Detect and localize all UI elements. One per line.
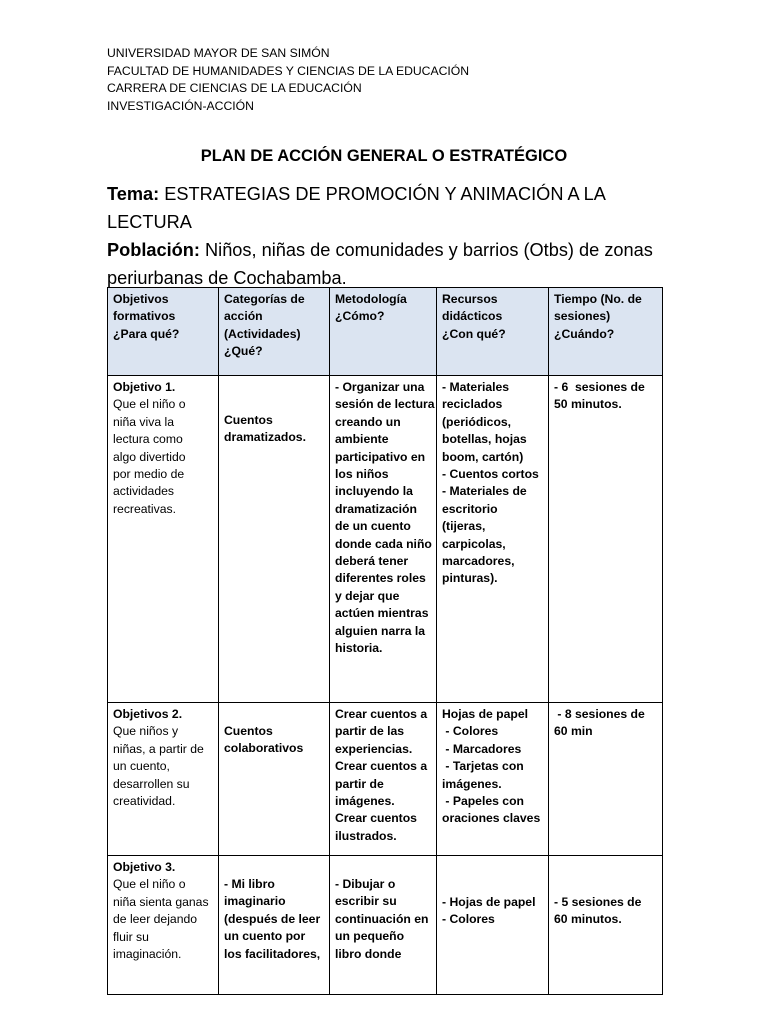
- methodology-cell: [330, 703, 437, 856]
- poblacion-value: Niños, niñas de comunidades y barrios (Otbs) de zonas periurbanas de Cochabamba.: [107, 240, 653, 288]
- time-cell: [549, 376, 663, 703]
- poblacion-line: [107, 236, 667, 292]
- header-methodology: [330, 288, 437, 376]
- methodology-text: - Dibujar o escribir su continuación en un pequeño libro donde: [335, 877, 429, 961]
- objective-title: Objetivo 1.: [113, 380, 176, 394]
- tema-label: Tema:: [107, 184, 160, 204]
- header-line-faculty: FACULTAD DE HUMANIDADES Y CIENCIAS DE LA EDUCACIÓN: [107, 63, 470, 78]
- objective-cell: [108, 376, 219, 703]
- header-time: [549, 288, 663, 376]
- page-title: PLAN DE ACCIÓN GENERAL O ESTRATÉGICO: [200, 147, 568, 165]
- header-resources: [437, 288, 549, 376]
- intro-block: [107, 180, 667, 292]
- header-methodology-text: Metodología ¿Cómo?: [335, 292, 407, 324]
- time-text: - 8 sesiones de 60 min: [554, 707, 645, 739]
- methodology-text: - Organizar una sesión de lectura creando un ambiente participativo en los niños incluyendo la dramatización de un cuento donde cada niño deberá tener diferentes roles y dejar que actúen mientras alguien narra la historia.: [335, 380, 435, 656]
- header-line-university: UNIVERSIDAD MAYOR DE SAN SIMÓN: [107, 46, 330, 60]
- action-plan-table: [107, 287, 663, 995]
- methodology-cell: [330, 856, 437, 995]
- table-row: [108, 376, 663, 703]
- resources-cell: [437, 856, 549, 995]
- header-resources-text: Recursos didácticos ¿Con qué?: [442, 292, 506, 341]
- time-text: - 6 sesiones de 50 minutos.: [554, 380, 645, 412]
- resources-text: Hojas de papel - Colores - Marcadores - Tarjetas con imágenes. - Papeles con oraciones claves: [442, 707, 541, 826]
- table-header-row: [108, 288, 663, 376]
- objective-cell: [108, 703, 219, 856]
- time-cell: [549, 703, 663, 856]
- resources-cell: [437, 376, 549, 703]
- tema-value: ESTRATEGIAS DE PROMOCIÓN Y ANIMACIÓN A LA LECTURA: [107, 184, 605, 232]
- category-text: - Mi libro imaginario (después de leer un cuento por los facilitadores,: [224, 877, 321, 961]
- poblacion-label: Población:: [107, 240, 200, 260]
- header-line-career: CARRERA DE CIENCIAS DE LA EDUCACIÓN: [107, 81, 362, 95]
- resources-cell: [437, 703, 549, 856]
- header-categories-text: Categorías de acción (Actividades) ¿Qué?: [224, 292, 305, 359]
- category-cell: [219, 376, 330, 703]
- category-cell: [219, 856, 330, 995]
- objective-title: Objetivos 2.: [113, 707, 183, 721]
- objective-cell: [108, 856, 219, 995]
- objective-text: Que niños y niñas, a partir de un cuento, desarrollen su creatividad.: [113, 724, 204, 809]
- table-row: [108, 703, 663, 856]
- table-row: [108, 856, 663, 995]
- header-categories: [219, 288, 330, 376]
- tema-line: [107, 180, 667, 236]
- category-text: Cuentos dramatizados.: [224, 413, 306, 445]
- header-line-subject: INVESTIGACIÓN-ACCIÓN: [107, 98, 254, 113]
- resources-text: - Hojas de papel - Colores: [442, 895, 536, 927]
- methodology-text: Crear cuentos a partir de las experiencias. Crear cuentos a partir de imágenes. Crear cuentos ilustrados.: [335, 707, 428, 843]
- category-text: Cuentos colaborativos: [224, 724, 304, 756]
- time-cell: [549, 856, 663, 995]
- objective-title: Objetivo 3.: [113, 860, 176, 874]
- category-cell: [219, 703, 330, 856]
- header-objectives-text: Objetivos formativos ¿Para qué?: [113, 292, 180, 341]
- objective-text: Que el niño o niña sienta ganas de leer dejando fluir su imaginación.: [113, 877, 209, 962]
- header-time-text: Tiempo (No. de sesiones) ¿Cuándo?: [554, 292, 642, 341]
- resources-text: - Materiales reciclados (periódicos, botellas, hojas boom, cartón) - Cuentos cortos - Materiales de escritorio (tijeras, carpicolas, marcadores, pinturas).: [442, 380, 539, 586]
- time-text: - 5 sesiones de 60 minutos.: [554, 895, 642, 927]
- header-objectives: [108, 288, 219, 376]
- objective-text: Que el niño o niña viva la lectura como algo divertido por medio de actividades recreativas.: [113, 397, 186, 516]
- institution-header: [107, 45, 469, 115]
- methodology-cell: [330, 376, 437, 703]
